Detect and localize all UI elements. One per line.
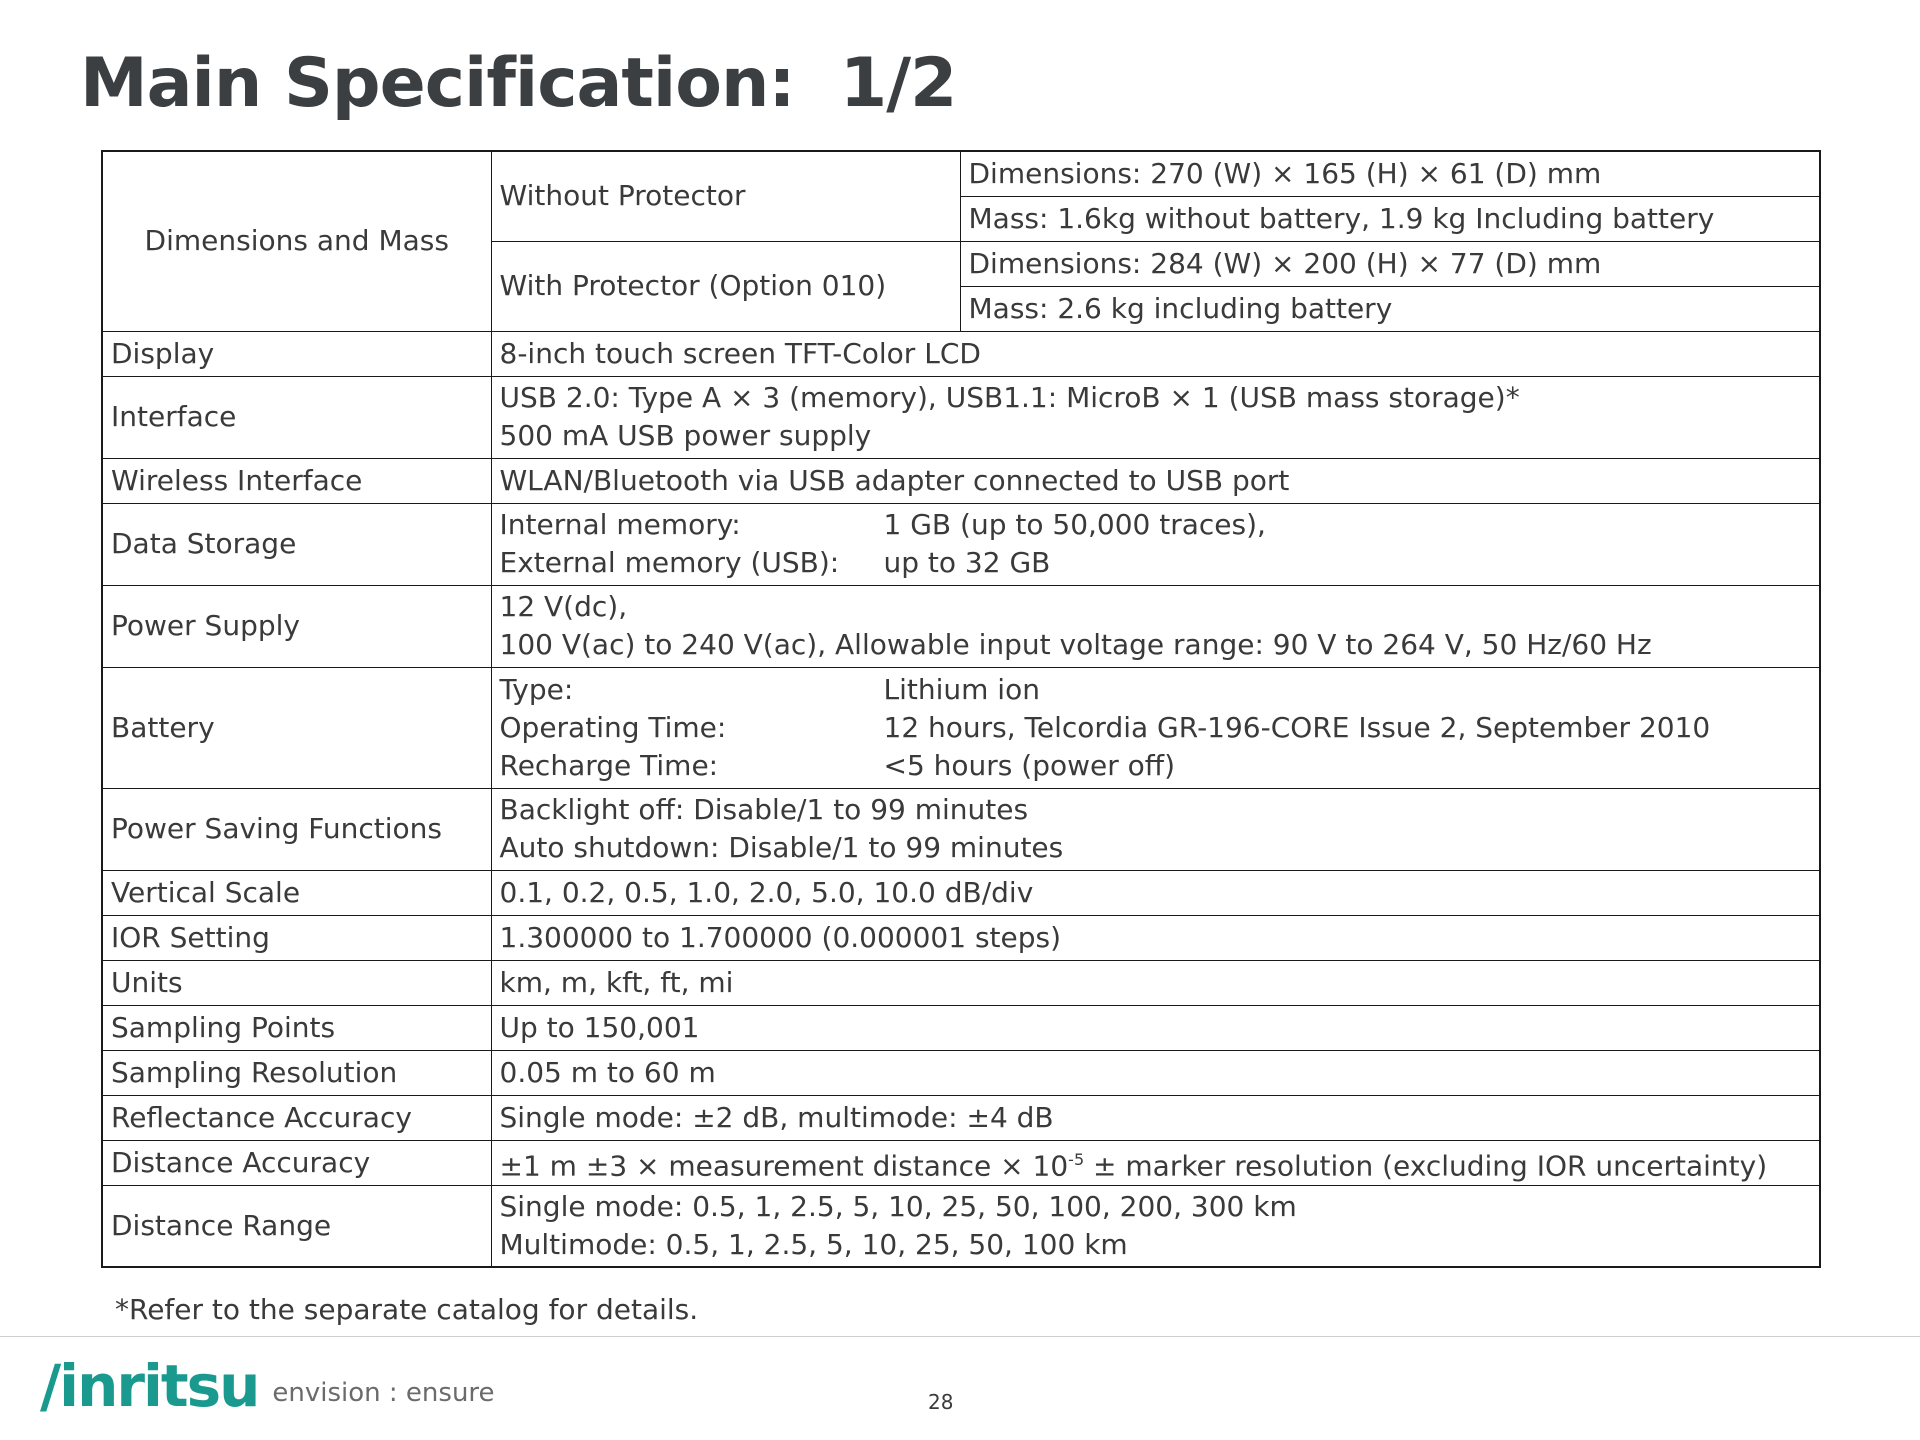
- spec-label-power-saving: Power Saving Functions: [102, 788, 491, 870]
- spec-value-battery: [491, 667, 1820, 788]
- spec-label-power-supply: Power Supply: [102, 585, 491, 667]
- spec-label-sampling-resolution: Sampling Resolution: [102, 1050, 491, 1095]
- distance-accuracy-pre: ±1 m ±3 × measurement distance × 10: [499, 1148, 1069, 1182]
- spec-value-mass-without: Mass: 1.6kg without battery, 1.9 kg Including battery: [960, 196, 1820, 241]
- battery-recharge-key: Recharge Time:: [499, 748, 719, 782]
- battery-op-key: Operating Time:: [499, 710, 727, 744]
- spec-value-data-storage: [491, 503, 1820, 585]
- table-row: [102, 151, 1820, 196]
- spec-label-wireless: Wireless Interface: [102, 458, 491, 503]
- spec-label-battery: Battery: [102, 667, 491, 788]
- storage-internal-value: 1 GB (up to 50,000 traces),: [883, 508, 1266, 541]
- table-row: [102, 1140, 1820, 1185]
- footnote: *Refer to the separate catalog for details.: [115, 1293, 699, 1326]
- battery-recharge-value: <5 hours (power off): [883, 748, 1176, 782]
- spec-value-sampling-points: Up to 150,001: [491, 1005, 1820, 1050]
- power-saving-line-2: Auto shutdown: Disable/1 to 99 minutes: [499, 831, 1064, 864]
- table-row: [102, 585, 1820, 667]
- table-row: [102, 1185, 1820, 1267]
- page-number: 28: [928, 1390, 954, 1414]
- distance-range-line-1: Single mode: 0.5, 1, 2.5, 5, 10, 25, 50, 100, 200, 300 km: [499, 1190, 1297, 1224]
- spec-sublabel-without-protector: Without Protector: [491, 151, 960, 241]
- table-row: [102, 870, 1820, 915]
- spec-label-units: Units: [102, 960, 491, 1005]
- distance-accuracy-post: ± marker resolution (excluding IOR uncertainty): [1084, 1148, 1768, 1182]
- spec-value-mass-with: Mass: 2.6 kg including battery: [960, 286, 1820, 331]
- table-row: [102, 458, 1820, 503]
- battery-type-key: Type:: [499, 672, 574, 706]
- spec-value-dimensions-with: Dimensions: 284 (W) × 200 (H) × 77 (D) mm: [960, 241, 1820, 286]
- spec-label-data-storage: Data Storage: [102, 503, 491, 585]
- spec-value-distance-accuracy: [491, 1140, 1820, 1185]
- brand-logo: [40, 1352, 495, 1420]
- battery-op-value: 12 hours, Telcordia GR-196-CORE Issue 2, September 2010: [883, 710, 1711, 744]
- spec-label-reflectance: Reflectance Accuracy: [102, 1095, 491, 1140]
- table-row: [102, 667, 1820, 788]
- table-row: [102, 915, 1820, 960]
- logo-wordmark: /inritsu: [40, 1352, 259, 1420]
- power-saving-line-1: Backlight off: Disable/1 to 99 minutes: [499, 793, 1029, 826]
- spec-value-power-saving: [491, 788, 1820, 870]
- spec-value-units: km, m, kft, ft, mi: [491, 960, 1820, 1005]
- spec-value-sampling-resolution: 0.05 m to 60 m: [491, 1050, 1820, 1095]
- spec-value-vertical-scale: 0.1, 0.2, 0.5, 1.0, 2.0, 5.0, 10.0 dB/div: [491, 870, 1820, 915]
- spec-label-distance-accuracy: Distance Accuracy: [102, 1140, 491, 1185]
- logo-tagline: envision : ensure: [272, 1378, 495, 1408]
- battery-type-value: Lithium ion: [883, 672, 1040, 706]
- spec-label-sampling-points: Sampling Points: [102, 1005, 491, 1050]
- power-supply-line-1: 12 V(dc),: [499, 590, 628, 623]
- table-row: [102, 788, 1820, 870]
- spec-value-dimensions-without: Dimensions: 270 (W) × 165 (H) × 61 (D) mm: [960, 151, 1820, 196]
- spec-value-reflectance: Single mode: ±2 dB, multimode: ±4 dB: [491, 1095, 1820, 1140]
- spec-label-display: Display: [102, 331, 491, 376]
- distance-accuracy-exponent: -5: [1068, 1149, 1085, 1169]
- spec-sublabel-with-protector: With Protector (Option 010): [491, 241, 960, 331]
- spec-value-wireless: WLAN/Bluetooth via USB adapter connected to USB port: [491, 458, 1820, 503]
- spec-value-interface: [491, 376, 1820, 458]
- table-row: [102, 331, 1820, 376]
- specification-table: [101, 150, 1821, 1268]
- table-row: [102, 503, 1820, 585]
- storage-external-value: up to 32 GB: [883, 546, 1051, 579]
- spec-value-power-supply: [491, 585, 1820, 667]
- spec-label-vertical-scale: Vertical Scale: [102, 870, 491, 915]
- interface-line-1: USB 2.0: Type A × 3 (memory), USB1.1: MicroB × 1 (USB mass storage)*: [499, 381, 1520, 414]
- spec-label-dimensions-mass: Dimensions and Mass: [102, 151, 491, 331]
- spec-value-display: 8-inch touch screen TFT-Color LCD: [491, 331, 1820, 376]
- interface-line-2: 500 mA USB power supply: [499, 419, 872, 452]
- distance-range-line-2: Multimode: 0.5, 1, 2.5, 5, 10, 25, 50, 100 km: [499, 1228, 1128, 1262]
- table-row: [102, 376, 1820, 458]
- storage-external-key: External memory (USB):: [499, 546, 840, 579]
- storage-internal-key: Internal memory:: [499, 508, 741, 541]
- footer-divider: [0, 1336, 1920, 1337]
- spec-label-ior: IOR Setting: [102, 915, 491, 960]
- table-row: [102, 960, 1820, 1005]
- spec-label-interface: Interface: [102, 376, 491, 458]
- table-row: [102, 1005, 1820, 1050]
- table-row: [102, 1095, 1820, 1140]
- spec-label-distance-range: Distance Range: [102, 1185, 491, 1267]
- spec-value-distance-range: [491, 1185, 1820, 1267]
- page-title: Main Specification: 1/2: [80, 44, 957, 123]
- power-supply-line-2: 100 V(ac) to 240 V(ac), Allowable input voltage range: 90 V to 264 V, 50 Hz/60 Hz: [499, 628, 1652, 661]
- table-row: [102, 1050, 1820, 1095]
- spec-value-ior: 1.300000 to 1.700000 (0.000001 steps): [491, 915, 1820, 960]
